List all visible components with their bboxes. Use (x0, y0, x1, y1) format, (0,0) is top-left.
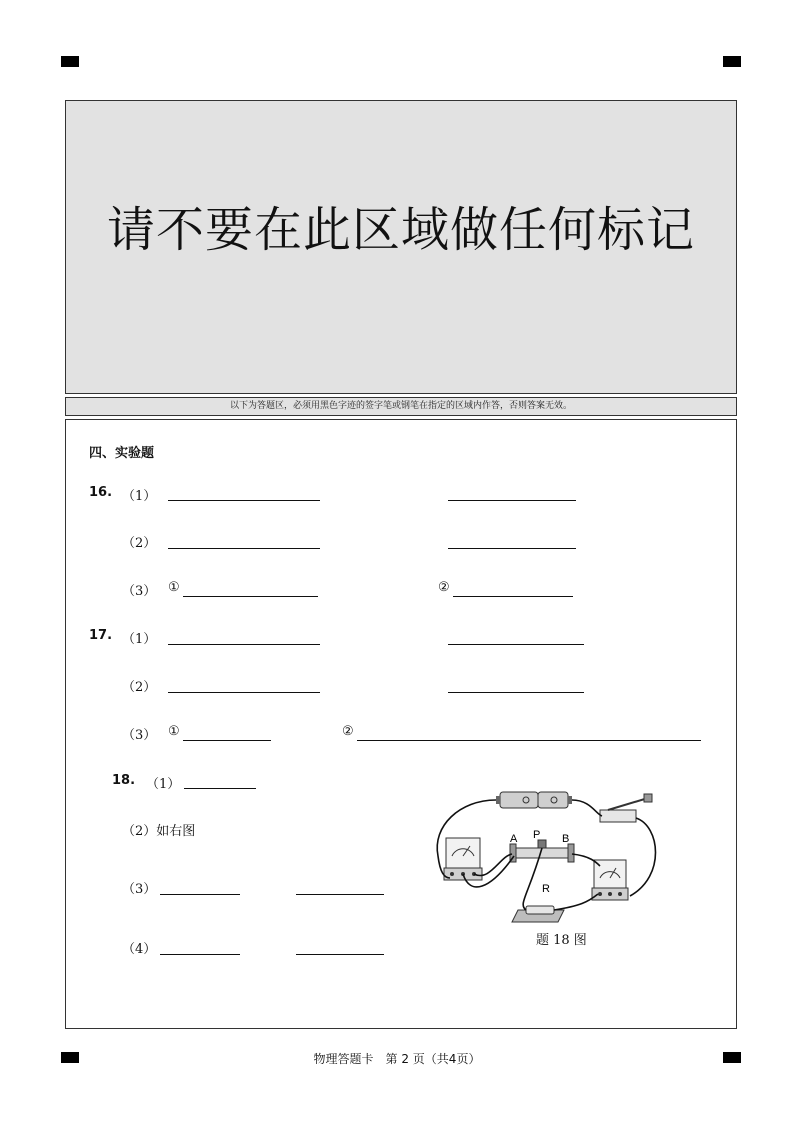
page-footer: 物理答题卡 第 2 页（共4页） (313, 1052, 481, 1066)
section-title: 四、实验题 (89, 446, 155, 461)
q16-part1-label: （1） (122, 489, 157, 504)
resistor-icon (512, 906, 564, 922)
label-p: P (533, 829, 541, 841)
q16-part3-blank-b[interactable] (453, 596, 573, 597)
answer-instruction: 以下为答题区，必须用黑色字迹的签字笔或钢笔在指定的区域内作答，否则答案无效。 (65, 397, 737, 416)
switch-icon (600, 794, 652, 822)
q18-number: 18. (112, 773, 136, 788)
label-a: A (510, 833, 518, 845)
q18-part3-blank-a[interactable] (160, 894, 240, 895)
label-b: B (562, 833, 570, 845)
q16-number: 16. (89, 485, 113, 500)
q17-part2-label: （2） (122, 680, 157, 695)
q18-part3-label: （3） (122, 882, 157, 897)
circuit-diagram[interactable] (430, 786, 670, 946)
q17-part3-blank-b[interactable] (357, 740, 701, 741)
q17-part3-blank-a[interactable] (183, 740, 271, 741)
registration-mark-top-left (61, 56, 79, 67)
q16-circle-2: ② (438, 580, 450, 595)
q16-part2-blank-a[interactable] (168, 548, 320, 549)
q18-part1-label: （1） (146, 777, 181, 792)
q16-part1-blank-b[interactable] (448, 500, 576, 501)
q17-part1-label: （1） (122, 632, 157, 647)
q18-part4-blank-b[interactable] (296, 954, 384, 955)
q17-number: 17. (89, 628, 113, 643)
q16-part3-label: （3） (122, 584, 157, 599)
figure-caption: 题 18 图 (536, 933, 587, 948)
battery-icon (496, 792, 572, 808)
q18-part4-blank-a[interactable] (160, 954, 240, 955)
q17-part3-label: （3） (122, 728, 157, 743)
q18-part1-blank[interactable] (184, 788, 256, 789)
q18-part2-label: （2）如右图 (122, 824, 196, 839)
q18-part4-label: （4） (122, 942, 157, 957)
no-mark-notice: 请不要在此区域做任何标记 (106, 202, 695, 258)
q16-part2-label: （2） (122, 536, 157, 551)
q16-circle-1: ① (168, 580, 180, 595)
q16-part1-blank-a[interactable] (168, 500, 320, 501)
q17-part1-blank-b[interactable] (448, 644, 584, 645)
voltmeter-icon (444, 838, 482, 880)
q17-part2-blank-a[interactable] (168, 692, 320, 693)
q16-part3-blank-a[interactable] (183, 596, 318, 597)
q17-part1-blank-a[interactable] (168, 644, 320, 645)
label-r: R (542, 883, 550, 895)
registration-mark-top-right (723, 56, 741, 67)
q17-circle-1: ① (168, 724, 180, 739)
q16-part2-blank-b[interactable] (448, 548, 576, 549)
no-mark-area (65, 100, 737, 394)
q17-circle-2: ② (342, 724, 354, 739)
q18-part3-blank-b[interactable] (296, 894, 384, 895)
q17-part2-blank-b[interactable] (448, 692, 584, 693)
